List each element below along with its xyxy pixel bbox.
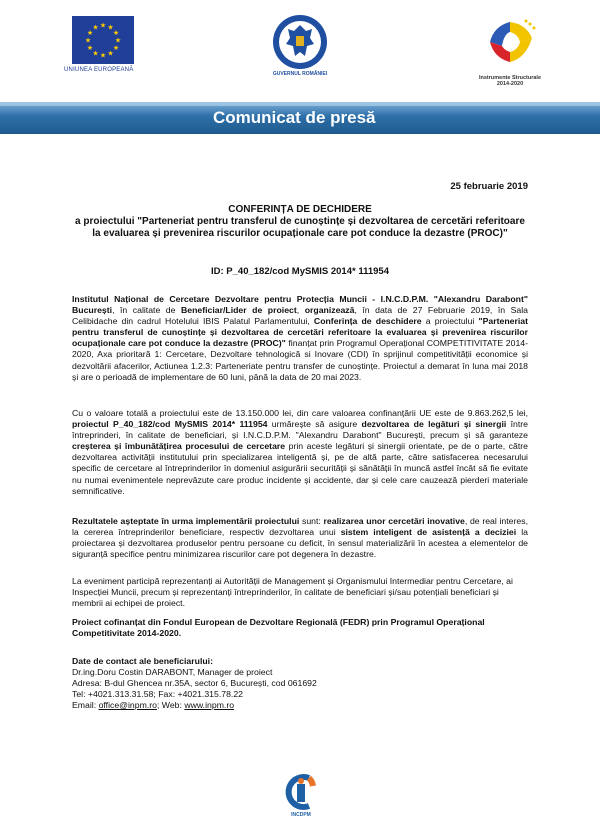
eu-label: UNIUNEA EUROPEANĂ	[64, 67, 134, 73]
is-label-title: Instrumente Structurale	[478, 75, 542, 81]
incdpm-icon	[283, 772, 319, 820]
p2-text-e: între întreprinderi, în calitate de beneficiari, și I.N.C.D.P.M. "Alexandru Darabont" București, precum și să garanteze	[72, 419, 528, 441]
eu-star-icon: ★	[112, 45, 120, 52]
eu-star-icon: ★	[86, 45, 94, 52]
p1-text-b: , în calitate de	[112, 305, 181, 316]
p1-conference: Conferința de deschidere	[313, 316, 422, 327]
p3-results-heading: Rezultatele așteptate în urma implementării proiectului	[72, 516, 300, 526]
contact-phone: Tel: +4021.313.31.58; Fax: +4021.315.78.22	[72, 689, 243, 699]
conference-title	[72, 204, 528, 240]
p3-text-f: la proiectarea și dezvoltarea produselor pentru persoane cu deficit, în sensul materializării în acestea a elementelor de siguranță specifice pentru minimizarea riscurilor care pot degenera în dezastre.	[72, 527, 528, 560]
p1-text-j: finanțat prin Programul Operațional COMPETITIVITATE 2014-2020, Axa prioritară 1: Cercetare, Dezvoltare tehnologică si Inovare (CDI) în sprijinul competitivității economice și dezvoltării afacerilor, Actiunea 1.2.3: Parteneriate pentru transfer de cunoștințe. Proiectul a demarat în luna mai 2018 și are o perioadă de implementare de 60 luni, până la data de 20 mai 2023.	[72, 338, 529, 382]
contact-heading: Date de contact ale beneficiarului:	[72, 656, 213, 666]
eu-star-icon: ★	[92, 24, 99, 32]
p1-text-h: a proiectului	[421, 316, 479, 327]
eu-star-icon: ★	[99, 22, 107, 30]
government-logo	[270, 12, 330, 83]
contact-manager: Dr.ing.Doru Costin DARABONT, Manager de proiect	[72, 667, 273, 677]
footer-logo-label: INCDPM	[291, 812, 311, 818]
contact-web-line	[72, 700, 317, 711]
logo-strip	[0, 0, 600, 96]
p2-text-a: Cu o valoare totală a proiectului este de 13.150.000 lei, din care valoarea confinanțării UE este de 9.863.262,5 lei,	[72, 408, 528, 418]
eu-star-icon: ★	[84, 37, 92, 45]
p3-text-b: sunt:	[299, 516, 324, 526]
email-link[interactable]: office@inpm.ro	[98, 700, 157, 710]
p1-organizes: organizează	[304, 305, 355, 316]
romania-coat-of-arms-icon	[270, 12, 330, 78]
incdpm-logo	[283, 772, 319, 820]
release-date: 25 februarie 2019	[450, 181, 528, 192]
p3-innovative: realizarea unor cercetări inovative	[323, 516, 465, 526]
press-release-banner	[0, 102, 600, 134]
p2-text-g: prin aceste legături și sinergii orientate, pe de o parte, către dezvoltarea activității institutului prin specializarea inteligentă și, pe de altă parte, către satisfacerea necesarului specific de cercetare al întreprinderilor în domeniul asigurării securității și sănătății în muncă astfel încât să fie evitate nu numai evenimentele neprevăzute care produc incidente și accidente, dar și cele care cauzează pierderi materiale semnificative.	[72, 441, 528, 496]
eu-star-icon: ★	[107, 50, 114, 58]
gov-label: GUVERNUL ROMÂNIEI	[272, 71, 328, 77]
title-line-2: a proiectului "Parteneriat pentru transferul de cunoștințe și dezvoltarea de cercetări referitoare la evaluarea și prevenirea riscurilor ocupaționale care pot conduce la dezastre (PROC)"	[75, 216, 525, 239]
project-id: ID: P_40_182/cod MySMIS 2014* 111954	[211, 266, 389, 277]
eu-star-icon: ★	[92, 50, 99, 58]
banner-title: Comunicat de presă	[213, 108, 376, 127]
is-label-years: 2014-2020	[496, 81, 524, 87]
p2-research: creșterea și îmbunătățirea procesului de cercetare	[72, 441, 286, 452]
p1-institute: Institutul Național de Cercetare Dezvoltare pentru Protecția Muncii - I.N.C.D.P.M. "Alexandru Darabont" București	[72, 294, 528, 316]
p3-text-d: , de real interes, la cererea întreprinderilor beneficiare, respectiv dezvoltarea unui	[72, 516, 528, 538]
p3-system: sistem inteligent de asistență a deciziei	[340, 527, 517, 538]
paragraph-funding: Proiect cofinanțat din Fondul European de Dezvoltare Regională (FEDR) prin Programul Operațional Competitivitate 2014-2020.	[72, 617, 485, 639]
banner-highlight	[0, 102, 600, 106]
eu-star-icon: ★	[86, 30, 94, 37]
eu-star-icon: ★	[114, 37, 122, 45]
eu-star-icon: ★	[112, 30, 120, 37]
p2-project-code: proiectul P_40_182/cod MySMIS 2014* 111954	[72, 419, 268, 430]
p1-role: Beneficiar/Lider de proiect	[180, 305, 297, 316]
contact-address: Adresa: B-dul Ghencea nr.35A, sector 6, București, cod 061692	[72, 678, 317, 688]
structural-instruments-logo	[470, 18, 550, 87]
p2-links: dezvoltarea de legături și sinergii	[361, 419, 507, 430]
paragraph-value	[72, 408, 528, 497]
web-prefix: ; Web:	[156, 700, 185, 710]
contact-block	[72, 656, 317, 711]
eu-flag-icon	[72, 16, 134, 64]
website-link[interactable]: www.inpm.ro	[184, 700, 235, 710]
paragraph-results	[72, 516, 528, 560]
eu-star-icon: ★	[99, 52, 107, 60]
p2-text-c: urmărește să asigure	[267, 419, 362, 430]
structural-instruments-icon	[480, 18, 540, 68]
paragraph-intro	[72, 294, 528, 383]
p1-text-f: , în data de 27 Februarie 2019, în Sala Celibidache din cadrul Hotelului IBIS Palatul Parlamentului,	[72, 305, 529, 327]
email-prefix: Email:	[72, 700, 99, 710]
eu-star-icon: ★	[107, 24, 114, 32]
p1-text-d: ,	[296, 305, 305, 316]
p1-project-name: "Parteneriat pentru transferul de cunoștințe și dezvoltarea de cercetări referitoare la evaluarea și prevenirea riscurilor ocupaționale care pot conduce la dezastre (PROC)"	[72, 316, 528, 349]
paragraph-participants: La eveniment participă reprezentanți ai Autorității de Management și Organismului Intermediar pentru Cercetare, ai Inspecției Muncii, precum și reprezentanți întreprinderilor, în calitate de beneficiari și/sau potențiali beneficiari și membrii ai echipei de proiect.	[72, 576, 513, 609]
eu-logo	[64, 16, 144, 73]
title-line-1: CONFERINȚA DE DECHIDERE	[228, 204, 372, 215]
